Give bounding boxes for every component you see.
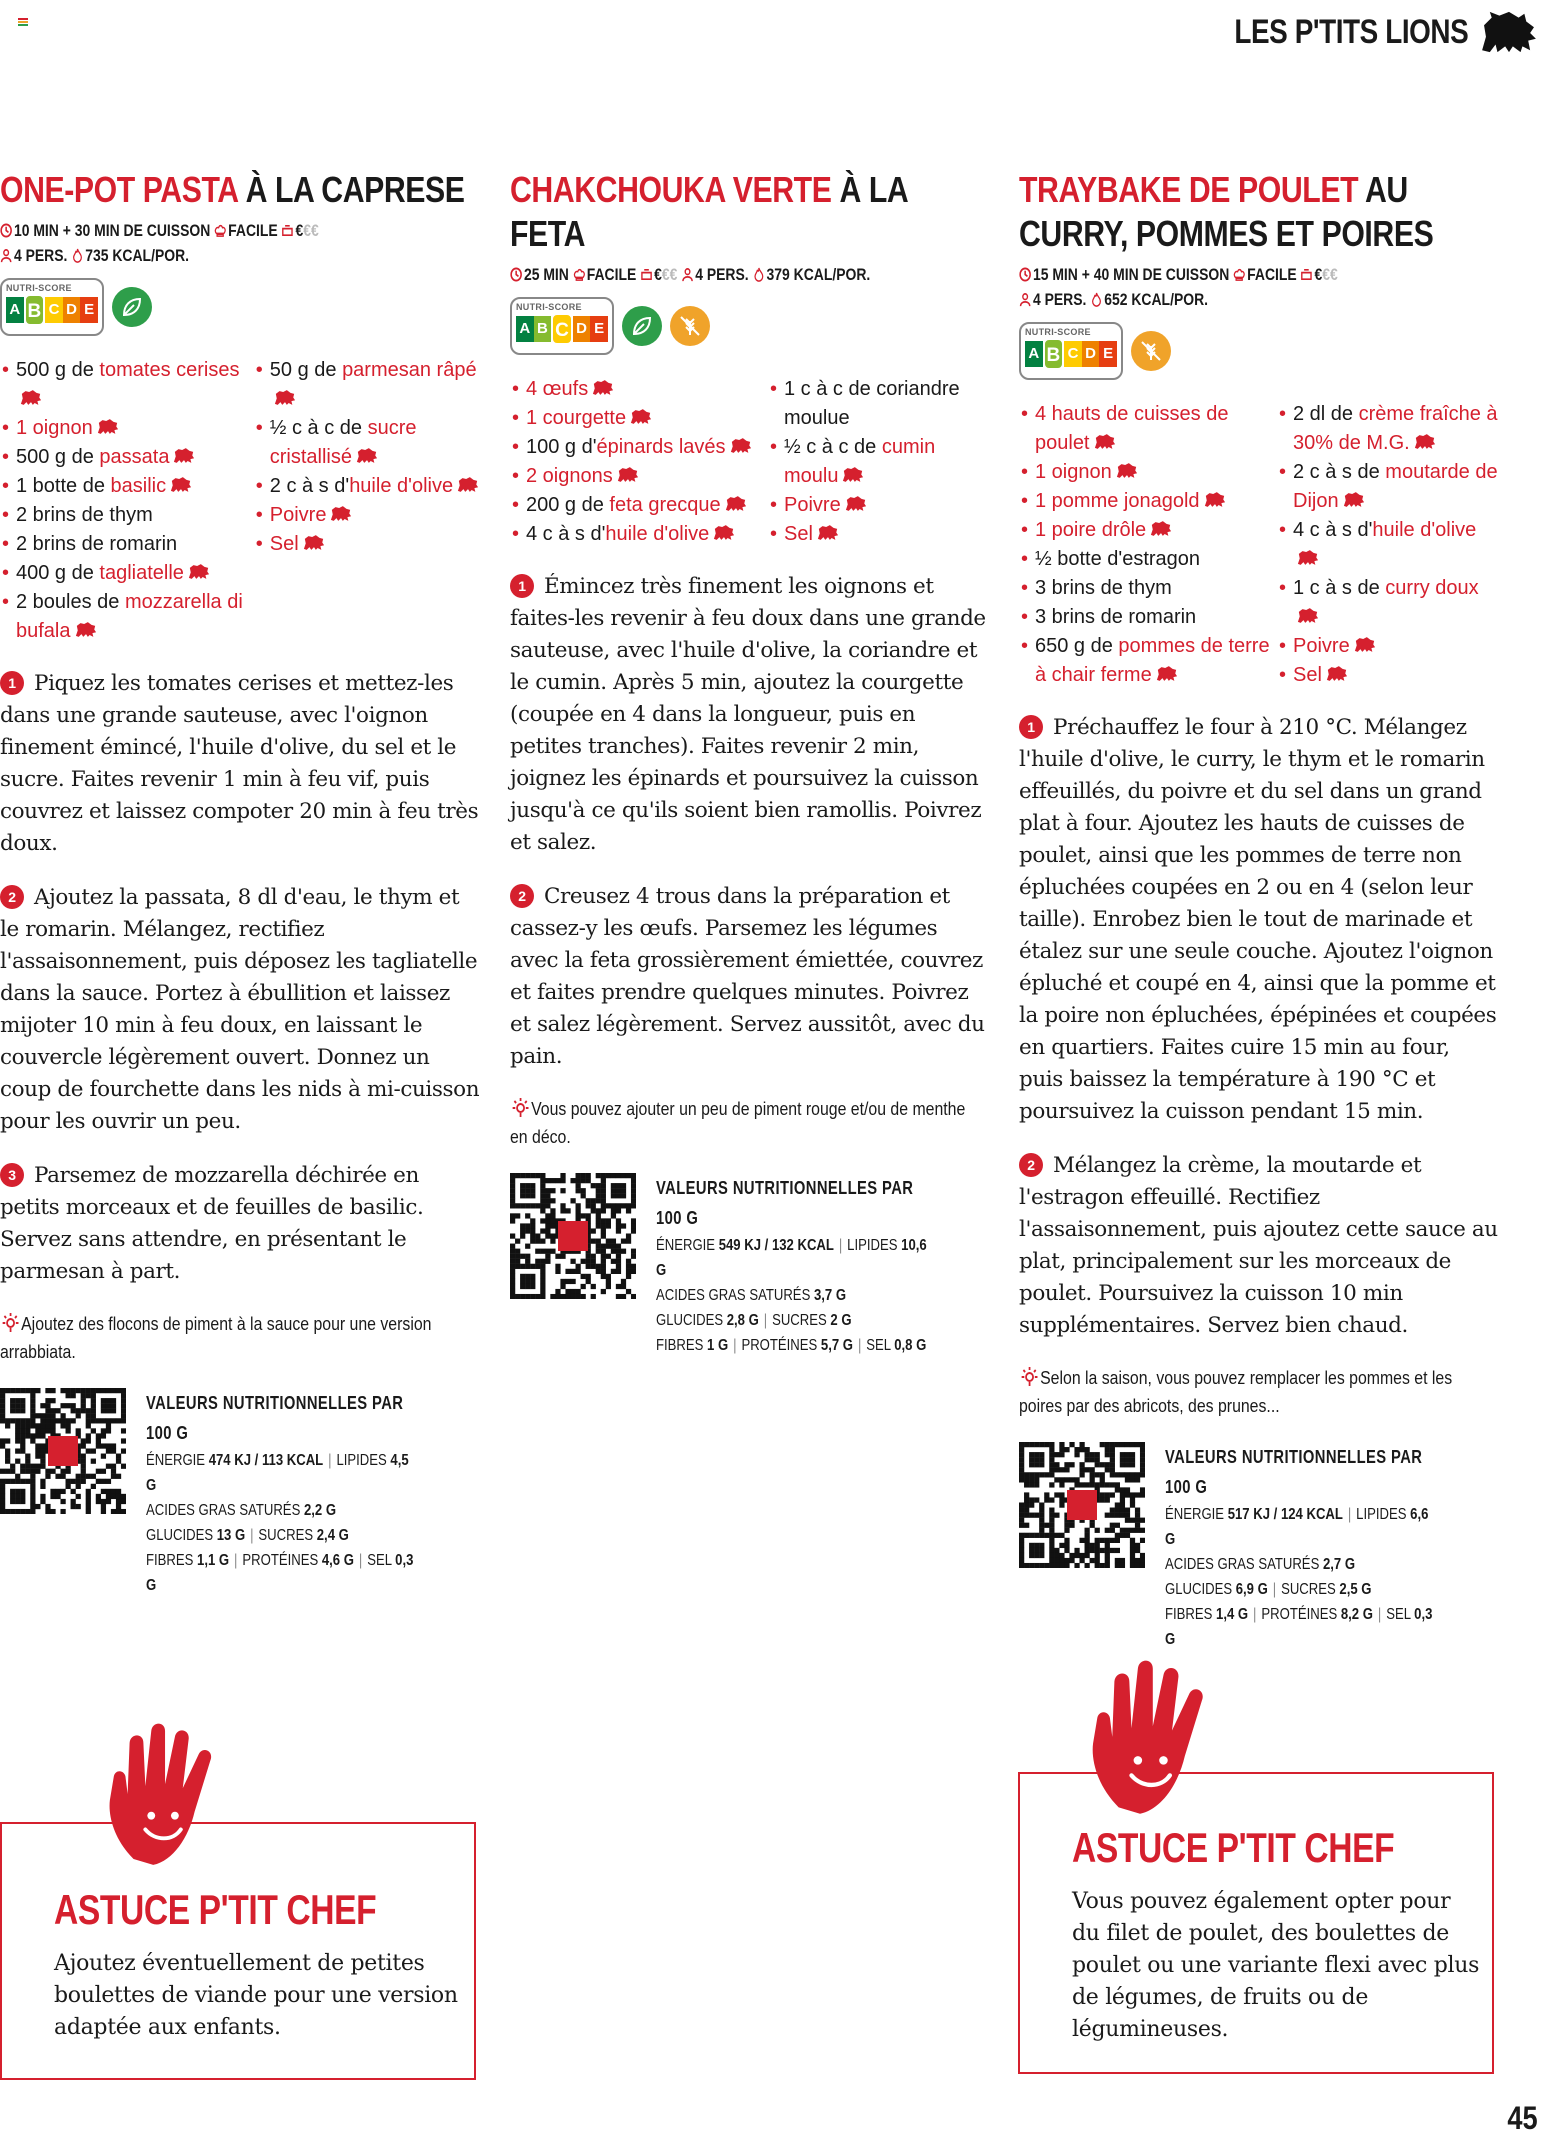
ingredient-item: • 1 courgette bbox=[510, 404, 768, 433]
lion-icon bbox=[817, 524, 839, 541]
clock-icon bbox=[1019, 267, 1031, 282]
persons-icon bbox=[0, 248, 12, 263]
lion-icon bbox=[97, 418, 119, 435]
ingredient-item: • 4 hauts de cuisses de poulet bbox=[1019, 400, 1277, 458]
nutrition-block bbox=[1019, 1442, 1499, 1652]
ingredient-item: • 500 g de tomates cerises bbox=[0, 356, 254, 414]
nutrition-line: GLUCIDES 13 G | SUCRES 2,4 G bbox=[146, 1527, 349, 1544]
lion-icon bbox=[170, 476, 192, 493]
qr-code[interactable] bbox=[1019, 1442, 1145, 1568]
clock-icon bbox=[0, 223, 12, 238]
nutri-score-badge: NUTRI-SCORE A B C D E bbox=[0, 278, 104, 336]
lion-logo-icon bbox=[1480, 8, 1538, 56]
ingredient-item: • 2 boules de mozzarella di bufala bbox=[0, 588, 254, 646]
recipe-one-pot-pasta bbox=[0, 168, 480, 1598]
lion-icon bbox=[1150, 520, 1172, 537]
recipe-tip: Vous pouvez ajouter un peu de piment rouge et/ou de menthe en déco. bbox=[510, 1099, 966, 1147]
leaf-icon bbox=[622, 306, 662, 346]
bulb-icon bbox=[510, 1097, 531, 1119]
ingredient-item: • 200 g de feta grecque bbox=[510, 491, 768, 520]
pot-icon bbox=[640, 267, 652, 282]
lion-icon bbox=[330, 505, 352, 522]
flame-icon bbox=[753, 267, 765, 282]
ingredient-item: • 1 poire drôle bbox=[1019, 516, 1277, 545]
lion-icon bbox=[20, 389, 42, 406]
ingredient-item: • 3 brins de thym bbox=[1019, 574, 1277, 603]
ingredient-item: • 1 oignon bbox=[1019, 458, 1277, 487]
persons-icon bbox=[1019, 292, 1031, 307]
ingredient-item: • 2 dl de crème fraîche à 30% de M.G. bbox=[1277, 400, 1499, 458]
lion-icon bbox=[274, 389, 296, 406]
recipe-title: CHAKCHOUKA VERTE À LA FETA bbox=[510, 169, 908, 254]
leaf-icon bbox=[112, 287, 152, 327]
ingredient-item: • Sel bbox=[768, 520, 978, 549]
ingredient-item: • 100 g d'épinards lavés bbox=[510, 433, 768, 462]
ingredient-list bbox=[0, 356, 480, 646]
nutrition-line: GLUCIDES 6,9 G | SUCRES 2,5 G bbox=[1165, 1581, 1372, 1598]
recipe-tip: Selon la saison, vous pouvez remplacer les pommes et les poires par des abricots, des prunes... bbox=[1019, 1368, 1453, 1416]
recipe-step: 2 Ajoutez la passata, 8 dl d'eau, le thym et le romarin. Mélangez, rectifiez l'assaisonnement, puis déposez les tagliatelle dans la sauce. Portez à ébullition et laissez mijoter 10 min à feu doux, en laissant le couvercle légèrement ouvert. Donnez un coup de fourchette dans les nids à mi-cuisson pour les ouvrir un peu. bbox=[0, 885, 480, 1134]
qr-code[interactable] bbox=[510, 1173, 636, 1299]
recipe-meta: 15 MIN + 40 MIN DE CUISSON FACILE €€€ 4 PERS. 652 KCAL/POR. bbox=[1019, 262, 1495, 312]
persons-icon bbox=[681, 267, 693, 282]
ingredient-item: • 400 g de tagliatelle bbox=[0, 559, 254, 588]
lion-icon bbox=[845, 495, 867, 512]
brand-title: LES P'TITS LIONS bbox=[1234, 12, 1468, 51]
nutrition-line: FIBRES 1,4 G | PROTÉINES 8,2 G | SEL 0,3 G bbox=[1165, 1606, 1433, 1648]
lion-icon bbox=[356, 447, 378, 464]
chef-hat-icon bbox=[1233, 267, 1245, 282]
ingredient-item: • 50 g de parmesan râpé bbox=[254, 356, 480, 414]
lion-icon bbox=[1326, 665, 1348, 682]
lion-icon bbox=[1156, 665, 1178, 682]
chef-tip-box bbox=[0, 1822, 476, 2080]
lion-icon bbox=[75, 621, 97, 638]
lion-icon bbox=[173, 447, 195, 464]
ingredient-item: • 1 c à c de coriandre moulue bbox=[768, 375, 978, 433]
chef-hat-icon bbox=[214, 223, 226, 238]
recipe-meta: 25 MIN FACILE €€€ 4 PERS. 379 KCAL/POR. bbox=[510, 262, 986, 287]
recipe-step: 3 Parsemez de mozzarella déchirée en petits morceaux et de feuilles de basilic. Servez sans attendre, en présentant le parmesan à part. bbox=[0, 1163, 424, 1284]
recipe-chakchouka bbox=[510, 168, 990, 1358]
nutrition-line: FIBRES 1 G | PROTÉINES 5,7 G | SEL 0,8 G bbox=[656, 1337, 927, 1354]
nutri-score-badge: NUTRI-SCORE A B C D E bbox=[1019, 322, 1123, 380]
gluten-free-icon bbox=[670, 306, 710, 346]
ingredient-item: • 2 brins de romarin bbox=[0, 530, 254, 559]
ingredient-list bbox=[510, 375, 990, 549]
chef-tip-title: ASTUCE P'TIT CHEF bbox=[1072, 1824, 1395, 1871]
recipe-title: ONE-POT PASTA À LA CAPRESE bbox=[0, 169, 465, 210]
lion-icon bbox=[842, 466, 864, 483]
ingredient-item: • ½ c à c de sucre cristallisé bbox=[254, 414, 480, 472]
ingredient-item: • 1 botte de basilic bbox=[0, 472, 254, 501]
lion-icon bbox=[630, 408, 652, 425]
nutri-score-badge: NUTRI-SCORE A B C D E bbox=[510, 297, 614, 355]
nutrition-line: ÉNERGIE 517 KJ / 124 KCAL | LIPIDES 6,6 G bbox=[1165, 1506, 1429, 1548]
ingredient-item: • 4 c à s d'huile d'olive bbox=[1277, 516, 1499, 574]
hand-icon bbox=[1086, 1658, 1226, 1818]
ingredient-item: • 650 g de pommes de terre à chair ferme bbox=[1019, 632, 1277, 690]
nutrition-line: ACIDES GRAS SATURÉS 2,7 G bbox=[1165, 1556, 1356, 1573]
recipe-step: 1 Préchauffez le four à 210 °C. Mélangez l'huile d'olive, le curry, le thym et le romarin effeuillés, du poivre et du sel dans un grand plat à four. Ajoutez les hauts de cuisses de poulet, ainsi que les pommes de terre non épluchées coupées en 2 ou en 4 (selon leur taille). Enrobez bien le tout de marinade et étalez sur une seule couche. Ajoutez l'oignon épluché et coupé en 4, ainsi que la pomme et la poire non épluchées, épépinées et coupées en quartiers. Faites cuire 15 min au four, puis baissez la température à 190 °C et poursuivez la cuisson pendant 15 min. bbox=[1019, 715, 1497, 1124]
ingredient-item: • 1 pomme jonagold bbox=[1019, 487, 1277, 516]
recipe-step: 1 Piquez les tomates cerises et mettez-les dans une grande sauteuse, avec l'oignon finement émincé, l'huile d'olive, du sel et le sucre. Faites revenir 1 min à feu vif, puis couvrez et laissez compoter 20 min à feu très doux. bbox=[0, 671, 479, 856]
nutrition-block bbox=[0, 1388, 480, 1598]
lion-icon bbox=[188, 563, 210, 580]
lion-icon bbox=[1094, 433, 1116, 450]
ingredient-item: • Poivre bbox=[768, 491, 978, 520]
badges-row bbox=[0, 276, 480, 338]
recipe-traybake-poulet bbox=[1019, 168, 1499, 1652]
ingredient-item: • 4 c à s d'huile d'olive bbox=[510, 520, 768, 549]
chef-tip-text: Vous pouvez également opter pour du filet de poulet, des boulettes de poulet ou une variante flexi avec plus de légumes, de fruits ou de légumineuses. bbox=[1072, 1889, 1480, 2042]
ingredient-item: • 2 c à s de moutarde de Dijon bbox=[1277, 458, 1499, 516]
nutrition-line: ACIDES GRAS SATURÉS 2,2 G bbox=[146, 1502, 337, 1519]
lion-icon bbox=[592, 379, 614, 396]
lion-icon bbox=[1354, 636, 1376, 653]
ingredient-item: • 2 brins de thym bbox=[0, 501, 254, 530]
lion-icon bbox=[1297, 549, 1319, 566]
lion-icon bbox=[1297, 607, 1319, 624]
recipe-step: 2 Creusez 4 trous dans la préparation et cassez-y les œufs. Parsemez les légumes avec la feta grossièrement émiettée, couvrez et faites prendre quelques minutes. Poivrez et salez légèrement. Servez aussitôt, avec du pain. bbox=[510, 884, 985, 1069]
gluten-free-icon bbox=[1131, 331, 1171, 371]
lion-icon bbox=[730, 437, 752, 454]
nutrition-line: ÉNERGIE 549 KJ / 132 KCAL | LIPIDES 10,6 G bbox=[656, 1237, 927, 1279]
lion-icon bbox=[725, 495, 747, 512]
recipe-step: 2 Mélangez la crème, la moutarde et l'estragon effeuillé. Rectifiez l'assaisonnement, puis ajoutez cette sauce au plat, principalement sur les morceaux de poulet. Poursuivez la cuisson 10 min supplémentaires. Servez bien chaud. bbox=[1019, 1153, 1498, 1338]
page-number: 45 bbox=[1507, 2100, 1538, 2136]
clock-icon bbox=[510, 267, 522, 282]
recipe-title: TRAYBAKE DE POULET AU CURRY, POMMES ET POIRES bbox=[1019, 169, 1434, 254]
flame-icon bbox=[1090, 292, 1102, 307]
ingredient-item: • 4 œufs bbox=[510, 375, 768, 404]
badges-row bbox=[1019, 320, 1499, 382]
hand-icon bbox=[104, 1720, 232, 1870]
nutrition-line: ACIDES GRAS SATURÉS 3,7 G bbox=[656, 1287, 847, 1304]
pot-icon bbox=[282, 223, 294, 238]
lion-icon bbox=[1204, 491, 1226, 508]
lion-icon bbox=[1414, 433, 1436, 450]
recipe-meta: 10 MIN + 30 MIN DE CUISSON FACILE €€€ 4 PERS. 735 KCAL/POR. bbox=[0, 218, 476, 268]
ingredient-item: • 500 g de passata bbox=[0, 443, 254, 472]
ingredient-item: • Poivre bbox=[1277, 632, 1499, 661]
lion-icon bbox=[1116, 462, 1138, 479]
lion-icon bbox=[617, 466, 639, 483]
chef-hat-icon bbox=[573, 267, 585, 282]
bulb-icon bbox=[0, 1312, 21, 1334]
brand-header bbox=[1183, 8, 1538, 56]
qr-code[interactable] bbox=[0, 1388, 126, 1514]
pot-icon bbox=[1301, 267, 1313, 282]
ingredient-item: • ½ botte d'estragon bbox=[1019, 545, 1277, 574]
badges-row bbox=[510, 295, 990, 357]
ingredient-item: • ½ c à c de cumin moulu bbox=[768, 433, 978, 491]
ingredient-item: • 2 c à s d'huile d'olive bbox=[254, 472, 480, 501]
chef-tip-text: Ajoutez éventuellement de petites boulettes de viande pour une version adaptée aux enfants. bbox=[54, 1951, 458, 2040]
ingredient-list bbox=[1019, 400, 1499, 690]
ingredient-item: • Poivre bbox=[254, 501, 480, 530]
nutrition-title: VALEURS NUTRITIONNELLES PAR 100 G bbox=[146, 1393, 404, 1443]
recipe-step: 1 Émincez très finement les oignons et faites-les revenir à feu doux dans une grande sauteuse, avec l'huile d'olive, la coriandre et le cumin. Après 5 min, ajoutez la courgette (coupée en 4 dans la longueur, puis en petites tranches). Faites revenir 2 min, joignez les épinards et poursuivez la cuisson jusqu'à ce qu'ils soient bien ramollis. Poivrez et salez. bbox=[510, 574, 986, 855]
nutrition-line: FIBRES 1,1 G | PROTÉINES 4,6 G | SEL 0,3 G bbox=[146, 1552, 414, 1594]
ingredient-item: • 2 oignons bbox=[510, 462, 768, 491]
ingredient-item: • Sel bbox=[1277, 661, 1499, 690]
recipe-tip: Ajoutez des flocons de piment à la sauce pour une version arrabbiata. bbox=[0, 1314, 432, 1362]
menu-icon[interactable] bbox=[18, 18, 28, 26]
ingredient-item: • Sel bbox=[254, 530, 480, 559]
ingredient-item: • 1 c à s de curry doux bbox=[1277, 574, 1499, 632]
lion-icon bbox=[1343, 491, 1365, 508]
nutrition-title: VALEURS NUTRITIONNELLES PAR 100 G bbox=[1165, 1447, 1423, 1497]
ingredient-item: • 3 brins de romarin bbox=[1019, 603, 1277, 632]
nutrition-line: GLUCIDES 2,8 G | SUCRES 2 G bbox=[656, 1312, 852, 1329]
bulb-icon bbox=[1019, 1366, 1040, 1388]
flame-icon bbox=[71, 248, 83, 263]
nutrition-title: VALEURS NUTRITIONNELLES PAR 100 G bbox=[656, 1178, 914, 1228]
lion-icon bbox=[713, 524, 735, 541]
nutrition-line: ÉNERGIE 474 KJ / 113 KCAL | LIPIDES 4,5 G bbox=[146, 1452, 409, 1494]
lion-icon bbox=[303, 534, 325, 551]
ingredient-item: • 1 oignon bbox=[0, 414, 254, 443]
lion-icon bbox=[457, 476, 479, 493]
nutrition-block bbox=[510, 1173, 990, 1358]
chef-tip-title: ASTUCE P'TIT CHEF bbox=[54, 1886, 377, 1933]
